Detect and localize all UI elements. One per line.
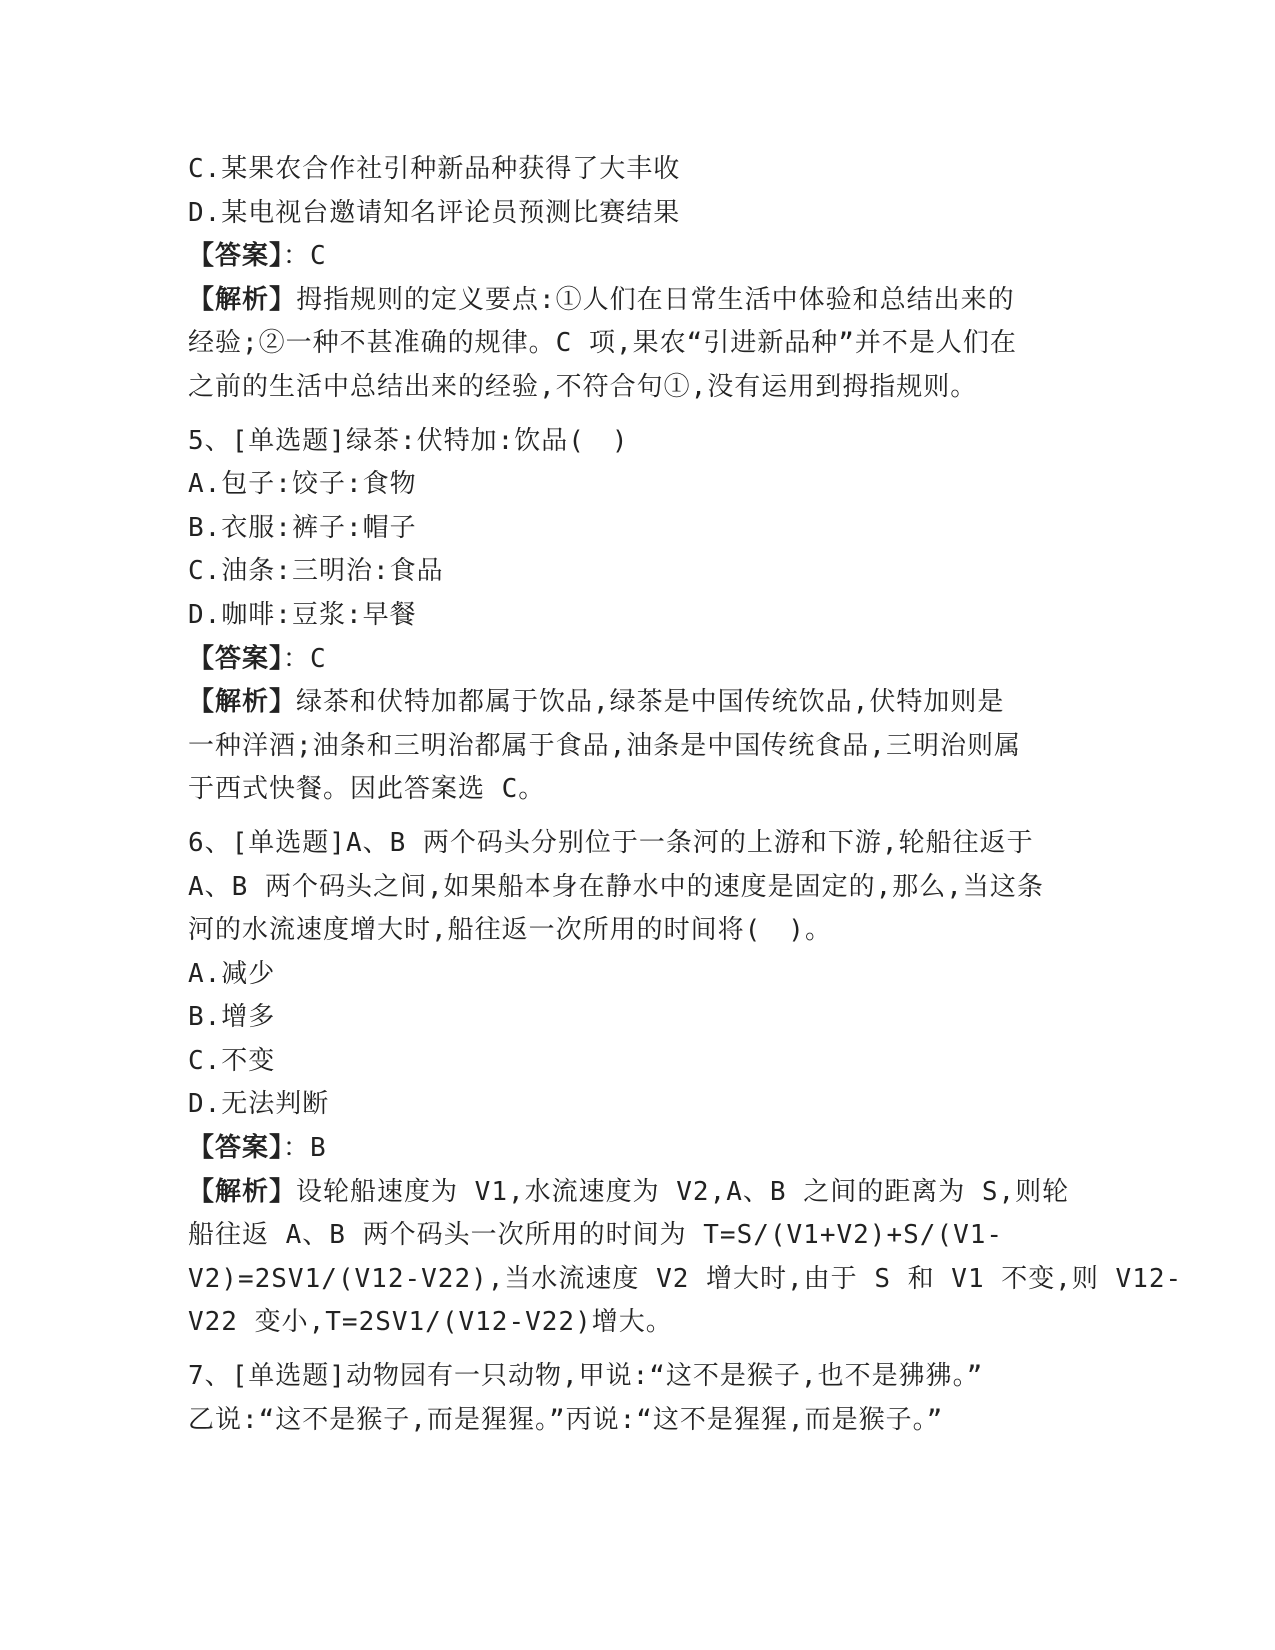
spacer	[188, 410, 1088, 420]
question-6	[188, 822, 1183, 1345]
q5-explanation-line: 于西式快餐。因此答案选 C。	[188, 774, 546, 805]
question-4-tail	[188, 148, 1088, 410]
explanation-text: 设轮船速度为 V1,水流速度为 V2,A、B 之间的距离为 S,则轮	[296, 1176, 1070, 1207]
q6-explanation-line: V2)=2SV1/(V12-V22),当水流速度 V2 增大时,由于 S 和 V1 不变,则 V12-	[188, 1263, 1183, 1294]
question-5	[188, 420, 1088, 812]
q7-stem-line: 乙说:“这不是猴子,而是猩猩。”丙说:“这不是猩猩,而是猴子。”	[188, 1404, 944, 1435]
explanation-label: 【解析】	[188, 1176, 297, 1207]
q5-explanation-line	[188, 681, 1088, 725]
document-page	[188, 148, 1183, 1442]
q6-explanation-line	[188, 1171, 1088, 1215]
explanation-label: 【解析】	[188, 284, 297, 315]
q4-explanation-line: 经验;②一种不甚准确的规律。C 项,果农“引进新品种”并不是人们在	[188, 328, 1017, 359]
answer-label: 【答案】	[188, 1133, 284, 1164]
q5-option-b: B.衣服:裤子:帽子	[188, 512, 417, 543]
q5-stem: 5、[单选题]绿茶:伏特加:饮品( )	[188, 425, 629, 456]
q6-option-c: C.不变	[188, 1045, 276, 1076]
q6-option-b: B.增多	[188, 1002, 276, 1033]
q6-option-d: D.无法判断	[188, 1089, 330, 1120]
q6-explanation-line: V22 变小,T=2SV1/(V12-V22)增大。	[188, 1307, 673, 1338]
q6-explanation-line: 船往返 A、B 两个码头一次所用的时间为 T=S/(V1+V2)+S/(V1-	[188, 1220, 1004, 1251]
answer-label: 【答案】	[188, 241, 284, 272]
q4-option-c: C.某果农合作社引种新品种获得了大丰收	[188, 154, 681, 184]
answer-value: ：C	[283, 241, 327, 272]
q4-explanation-line: 之前的生活中总结出来的经验,不符合句①,没有运用到拇指规则。	[188, 371, 978, 402]
q5-option-a: A.包子:饺子:食物	[188, 469, 417, 500]
q5-explanation-line: 一种洋酒;油条和三明治都属于食品,油条是中国传统食品,三明治则属	[188, 730, 1021, 761]
q5-option-d: D.咖啡:豆浆:早餐	[188, 599, 417, 630]
q4-option-d: D.某电视台邀请知名评论员预测比赛结果	[188, 197, 681, 228]
q6-answer	[188, 1127, 1088, 1171]
q5-answer	[188, 638, 1088, 682]
spacer	[188, 1345, 1088, 1355]
q4-answer	[188, 235, 1088, 279]
answer-label: 【答案】	[188, 643, 284, 674]
q6-stem-line: 6、[单选题]A、B 两个码头分别位于一条河的上游和下游,轮船往返于	[188, 827, 1034, 858]
answer-value: ：C	[283, 643, 327, 674]
q6-stem-line: 河的水流速度增大时,船往返一次所用的时间将( )。	[188, 915, 832, 946]
explanation-text: 拇指规则的定义要点:①人们在日常生活中体验和总结出来的	[296, 284, 1015, 315]
q6-stem-line: A、B 两个码头之间,如果船本身在静水中的速度是固定的,那么,当这条	[188, 871, 1044, 902]
q6-option-a: A.减少	[188, 958, 276, 989]
answer-value: ：B	[283, 1133, 327, 1164]
q5-option-c: C.油条:三明治:食品	[188, 556, 444, 587]
q7-stem-line: 7、[单选题]动物园有一只动物,甲说:“这不是猴子,也不是狒狒。”	[188, 1361, 984, 1392]
explanation-label: 【解析】	[188, 687, 297, 718]
question-7	[188, 1355, 1088, 1442]
spacer	[188, 812, 1088, 822]
explanation-text: 绿茶和伏特加都属于饮品,绿茶是中国传统饮品,伏特加则是	[296, 687, 1005, 718]
q4-explanation-line	[188, 279, 1088, 323]
